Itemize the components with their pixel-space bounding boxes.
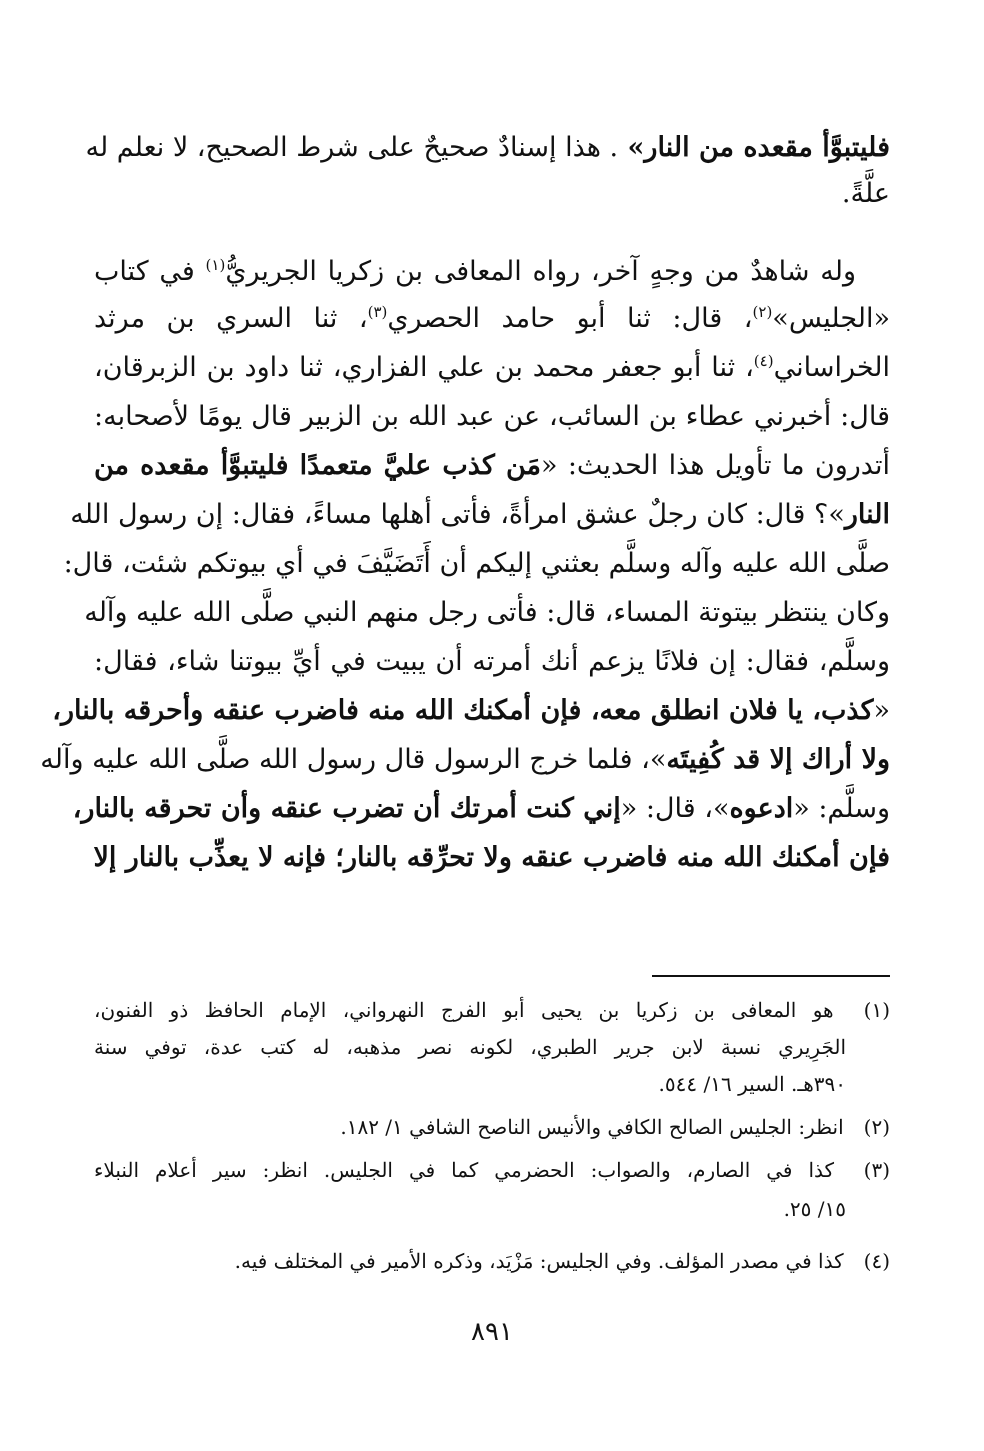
- text-line: فليتبوَّأ مقعده من النار» . هذا إسنادٌ صحيحٌ على شرط الصحيح، لا نعلم له: [85, 132, 890, 163]
- footnote-line: ٣٩٠هـ. السير ١٦/ ٥٤٤.: [658, 1072, 846, 1096]
- footnote-number: (٤): [863, 1249, 890, 1273]
- text-line: وسلَّم، فقال: إن فلانًا يزعم أنك أمرته أن يبيت في أيِّ بيوتنا شاء، فقال:: [94, 646, 890, 677]
- text-line: صلَّى الله عليه وآله وسلَّم بعثني إليكم أن أَتَضَيَّفَ في أي بيوتكم شئت، قال:: [63, 548, 890, 579]
- footnote-number: (١): [863, 998, 891, 1022]
- footnote-number: (٣): [863, 1158, 891, 1182]
- footnote-number: (٢): [863, 1115, 890, 1139]
- footnote-line: الجَرِيري نسبة لابن جرير الطبري، لكونه نصر مذهبه، له كتب عدة، توفي سنة: [94, 1035, 846, 1059]
- text-line: وكان ينتظر بيتوتة المساء، قال: فأتى رجل منهم النبي صلَّى الله عليه وآله: [84, 597, 890, 628]
- footnote-ref[interactable]: (٢): [752, 303, 773, 321]
- text-line: وسلَّم: «ادعوه»، قال: «إني كنت أمرتك أن تضرب عنقه وأن تحرقه بالنار،: [72, 793, 890, 824]
- page-number: ٨٩١: [471, 1317, 513, 1347]
- text-line: النار»؟ قال: كان رجلٌ عشق امرأةً، فأتى أهلها مساءً، فقال: إن رسول الله: [70, 499, 890, 530]
- footnote: (٤) كذا في مصدر المؤلف. وفي الجليس: مَزْيَد، وذكره الأمير في المختلف فيه.: [94, 1244, 890, 1278]
- text-line: ولا أراك إلا قد كُفِيتَه»، فلما خرج الرسول قال رسول الله صلَّى الله عليه وآله: [40, 744, 890, 775]
- text-line: «كذب، يا فلان انطلق معه، فإن أمكنك الله منه فاضرب عنقه وأحرقه بالنار،: [52, 695, 890, 726]
- footnote-line: ١٥/ ٢٥.: [783, 1197, 846, 1221]
- text-line: وله شاهدٌ من وجهٍ آخر، رواه المعافى بن زكريا الجريريُّ$^{(١)}$ في كتاب: [94, 256, 856, 287]
- text-line: علَّةً.: [841, 178, 890, 209]
- footnote-ref[interactable]: (٤): [753, 352, 774, 370]
- footnote: (١) هو المعافى بن زكريا بن يحيى أبو الفرج النهرواني، الإمام الحافظ ذو الفنون،: [94, 993, 890, 1027]
- text-line: قال: أخبرني عطاء بن السائب، عن عبد الله بن الزبير قال يومًا لأصحابه:: [94, 401, 890, 432]
- text-line: فإن أمكنك الله منه فاضرب عنقه ولا تحرِّقه بالنار؛ فإنه لا يعذِّب بالنار إلا: [93, 842, 890, 873]
- footnote: (٣) كذا في الصارم، والصواب: الحضرمي كما في الجليس. انظر: سير أعلام النبلاء: [94, 1153, 890, 1187]
- text-line: الخراساني$^{(٤)}$، ثنا أبو جعفر محمد بن علي الفزاري، ثنا داود بن الزبرقان،: [94, 352, 891, 383]
- footnote-separator: [652, 975, 890, 977]
- footnote-ref[interactable]: (١): [205, 256, 226, 274]
- text-line: «الجليس»$^{(٢)}$، قال: ثنا أبو حامد الحصري$^{(٣)}$، ثنا السري بن مرثد: [94, 303, 890, 334]
- footnote-ref[interactable]: (٣): [367, 303, 388, 321]
- text-line: أتدرون ما تأويل هذا الحديث: «مَن كذب عليَّ متعمدًا فليتبوَّأ مقعده من: [94, 450, 890, 481]
- footnote: (٢) انظر: الجليس الصالح الكافي والأنيس الناصح الشافي ١/ ١٨٢.: [94, 1110, 890, 1144]
